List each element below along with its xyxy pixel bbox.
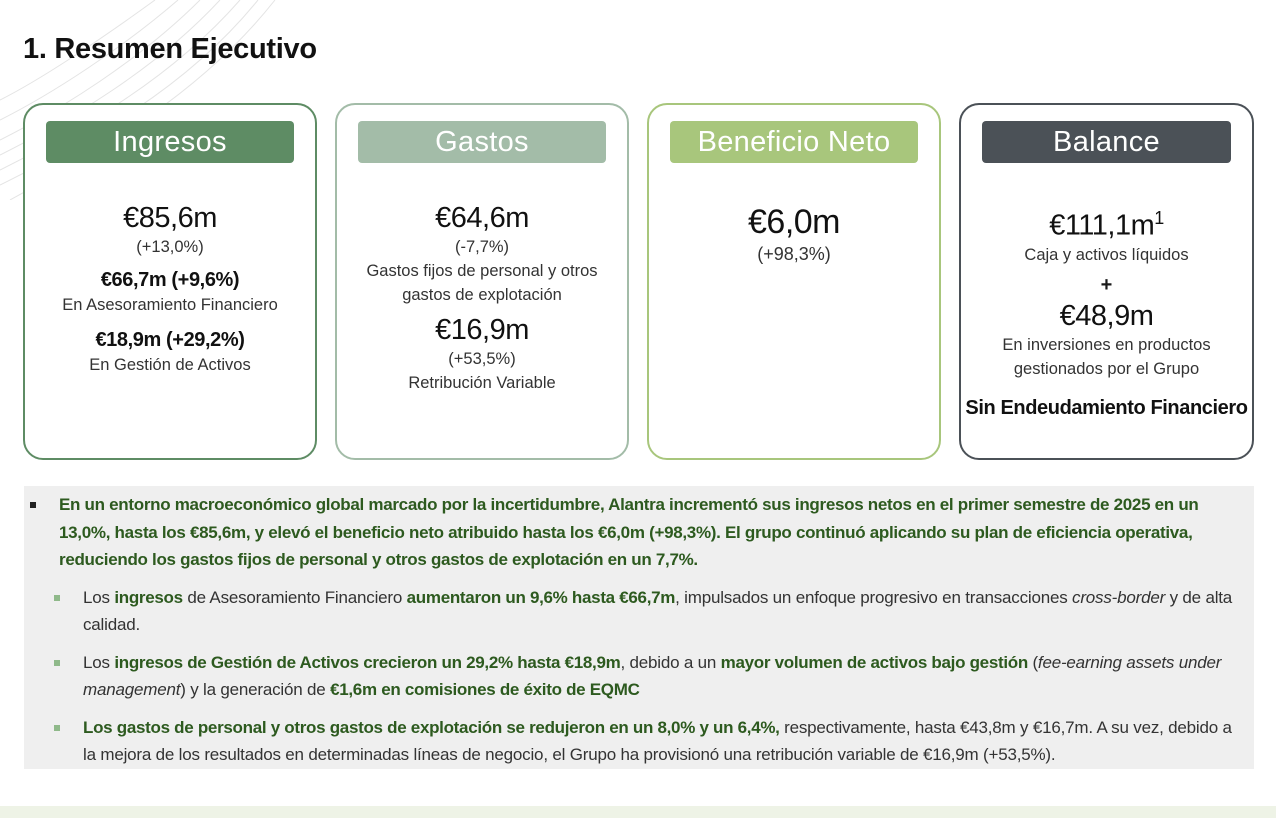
card-gastos-title: Gastos <box>358 121 606 163</box>
gastos-variable-change: (+53,5%) <box>448 350 516 368</box>
summary-sub-bullet-asset-management <box>24 649 1240 704</box>
italic-fragment: fee-earning assets under management <box>83 652 1222 699</box>
ingresos-asset-mgmt-value: €18,9m (+29,2%) <box>95 329 245 351</box>
beneficio-change: (+98,3%) <box>757 244 831 264</box>
text-fragment: respectivamente, hasta €43,8m y €16,7m. A su vez, debido a la mejora de los resultados en determinadas líneas de negocio, el Grupo ha provisionó una retribución variable de €16,9m (+53,5%). <box>83 717 1232 764</box>
highlight-fragment: aumentaron un 9,6% hasta €66,7m <box>406 587 676 607</box>
card-ingresos-title: Ingresos <box>46 121 294 163</box>
sub-bullet-square-icon <box>54 595 60 601</box>
gastos-main-change: (-7,7%) <box>454 238 510 256</box>
card-beneficio-title: Beneficio Neto <box>670 121 918 163</box>
beneficio-value: €6,0m <box>748 203 840 241</box>
summary-sub-bullet-advisory <box>24 584 1240 639</box>
card-balance-title: Balance <box>982 121 1231 163</box>
summary-main-bullet <box>24 491 1240 574</box>
sub-bullet-square-icon <box>54 660 60 666</box>
highlight-fragment: €1,6m en comisiones de éxito de EQMC <box>330 680 640 699</box>
text-fragment: Los <box>83 652 115 672</box>
gastos-main-label-2: gastos de explotación <box>402 286 562 304</box>
balance-plus-sign: + <box>1100 273 1113 296</box>
card-gastos <box>335 103 629 460</box>
text-fragment: ) y la generación de <box>180 680 331 699</box>
ingresos-main-value: €85,6m <box>123 202 217 234</box>
text-fragment: de Asesoramiento Financiero <box>182 587 407 607</box>
balance-investments-value: €48,9m <box>1059 299 1154 332</box>
balance-investments-label-1: En inversiones en productos <box>1002 335 1211 354</box>
gastos-main-label-1: Gastos fijos de personal y otros <box>366 262 598 280</box>
balance-cash-value: €111,1m <box>1049 209 1155 242</box>
highlight-fragment: mayor volumen de activos bajo gestión <box>720 652 1028 672</box>
balance-no-debt: Sin Endeudamiento Financiero <box>965 396 1248 419</box>
summary-panel <box>24 486 1254 769</box>
footer-band <box>0 806 1276 818</box>
gastos-variable-value: €16,9m <box>435 314 529 346</box>
highlight-fragment: ingresos de Gestión de Activos crecieron un 29,2% hasta €18,9m <box>114 652 621 672</box>
card-ingresos <box>23 103 317 460</box>
ingresos-asset-mgmt-label: En Gestión de Activos <box>89 356 251 374</box>
highlight-fragment: Los gastos de personal y otros gastos de explotación se redujeron en un 8,0% y un 6,4%, <box>83 717 780 737</box>
balance-cash-value-row <box>961 201 1252 243</box>
text-fragment: Los <box>83 587 115 607</box>
balance-cash-label: Caja y activos líquidos <box>1024 245 1189 264</box>
gastos-variable-label: Retribución Variable <box>408 374 556 392</box>
balance-footnote-marker: 1 <box>1154 208 1164 228</box>
bullet-square-icon <box>30 502 36 508</box>
balance-investments-label-2: gestionados por el Grupo <box>1013 359 1200 378</box>
text-fragment: y de alta calidad. <box>83 587 1233 634</box>
text-fragment: , impulsados un enfoque progresivo en transacciones <box>675 587 1073 607</box>
card-balance <box>959 103 1254 460</box>
card-beneficio-neto <box>647 103 941 460</box>
gastos-main-value: €64,6m <box>435 202 529 234</box>
text-fragment: ( <box>1027 652 1038 672</box>
sub-bullet-square-icon <box>54 725 60 731</box>
ingresos-advisory-value: €66,7m (+9,6%) <box>100 269 240 291</box>
ingresos-advisory-label: En Asesoramiento Financiero <box>62 296 278 314</box>
italic-fragment: cross-border <box>1072 587 1166 607</box>
page-title: 1. Resumen Ejecutivo <box>23 33 317 65</box>
highlight-fragment: ingresos <box>114 587 183 607</box>
ingresos-main-change: (+13,0%) <box>136 238 204 256</box>
summary-sub-bullet-expenses <box>24 714 1240 769</box>
text-fragment: , debido a un <box>620 652 721 672</box>
summary-main-text: En un entorno macroeconómico global marcado por la incertidumbre, Alantra incrementó sus ingresos netos en el primer semestre de 2025 en un 13,0%, hasta los €85,6m, y elevó el beneficio neto atribuido hasta los €6,0m (+98,3%). El grupo continuó aplicando su plan de eficiencia operativa, reduciendo los gastos fijos de personal y otros gastos de explotación en un 7,7%. <box>59 495 1199 569</box>
